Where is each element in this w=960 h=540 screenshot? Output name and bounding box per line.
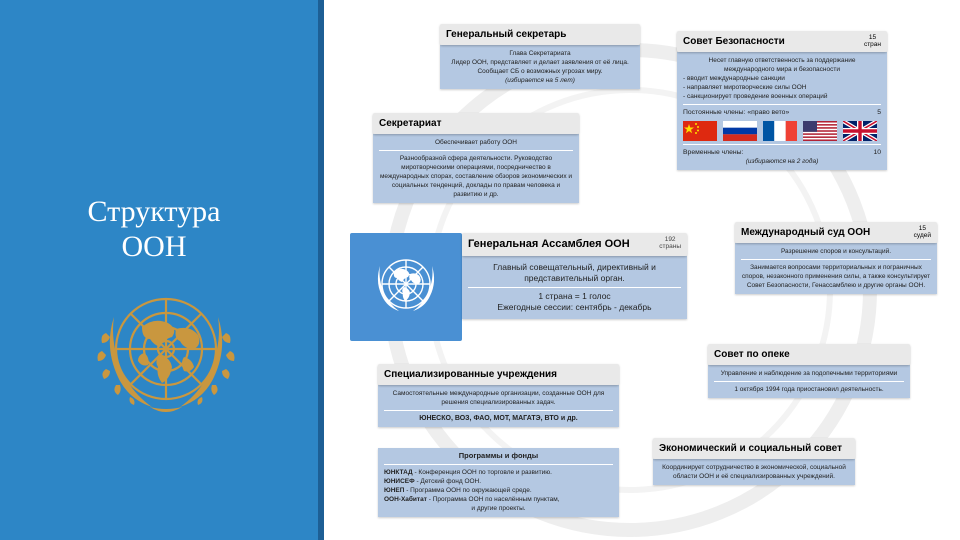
specialized-agencies-card [378, 364, 619, 427]
card-title: Совет по опеке [708, 344, 910, 365]
card-body [653, 459, 855, 485]
card-title: Программы и фонды [458, 451, 539, 460]
temporary-members-label: Временные члены: [683, 149, 744, 156]
member-count-badge: 15 судей [913, 225, 931, 239]
divider [683, 104, 881, 105]
program-name: ЮНИСЕФ [384, 478, 415, 485]
card-text: Занимается вопросами территориальных и пограничных споров, незаконного применения силы, а также консультирует Совет Безопасности, Генассамблею и другие органы ООН. [741, 264, 931, 289]
program-desc: - Детский фонд ООН. [414, 478, 482, 485]
card-title: Специализированные учреждения [378, 364, 619, 385]
flag-row [683, 121, 881, 141]
card-text: Несет главную ответственность за поддержание международного мира и безопасности [708, 57, 856, 73]
card-title: Экономический и социальный совет [653, 438, 855, 459]
card-text: Самостоятельные международные организации, созданные ООН для решения специализированных задач. [392, 390, 605, 406]
temporary-members-row [683, 148, 881, 157]
security-council-card [677, 31, 887, 170]
card-body [378, 385, 619, 427]
general-assembly-card [462, 233, 687, 319]
program-name: ООН-Хабитат [384, 496, 427, 503]
card-title: Генеральный секретарь [440, 24, 640, 45]
card-text: Координирует сотрудничество в экономической, социальной области ООН и её специализированных учреждений. [662, 464, 846, 480]
program-list [384, 468, 613, 504]
list-item [384, 477, 613, 486]
china-flag-icon [683, 121, 717, 141]
list-item: - вводит международные санкции [683, 75, 785, 82]
panel-divider [318, 0, 324, 540]
card-title-text: Международный суд ООН [741, 227, 871, 238]
left-panel [0, 0, 318, 540]
card-title: Секретариат [373, 113, 579, 134]
member-count-badge: 192 страны [659, 236, 681, 250]
divider [468, 287, 681, 288]
court-card [735, 222, 937, 294]
function-list [683, 74, 881, 101]
card-title [462, 233, 687, 256]
temporary-members-count: 10 [873, 149, 881, 156]
card-text: Обеспечивает работу ООН [434, 139, 518, 146]
un-emblem-icon [84, 283, 248, 431]
list-item [384, 486, 613, 495]
secretary-general-card [440, 24, 640, 89]
list-item [384, 495, 613, 504]
card-body [677, 52, 887, 170]
divider [379, 150, 573, 151]
trusteeship-card [708, 344, 910, 398]
program-desc: - Программа ООН по населённым пунктам, [426, 496, 560, 503]
permanent-members-count: 5 [877, 109, 881, 116]
card-text: 1 октября 1994 года приостановил деятельность. [734, 386, 884, 393]
divider [384, 464, 613, 465]
divider [683, 144, 881, 145]
card-body [373, 134, 579, 203]
program-desc: - Конференция ООН по торговле и развитию. [412, 469, 552, 476]
card-title-text: Совет Безопасности [683, 36, 785, 47]
card-text: Ежегодные сессии: сентябрь - декабрь [497, 302, 652, 312]
card-body [708, 365, 910, 398]
card-text: 1 страна = 1 голос [538, 291, 611, 301]
card-title [735, 222, 937, 243]
program-name: ЮНЕП [384, 487, 405, 494]
ecosoc-card [653, 438, 855, 485]
card-note: (избирается на 5 лет) [505, 77, 575, 84]
card-body [735, 243, 937, 294]
divider [384, 410, 613, 411]
general-assembly-logo [350, 233, 462, 341]
divider [714, 381, 904, 382]
list-item: - направляет миротворческие силы ООН [683, 84, 807, 91]
card-text: Разнообразной сфера деятельности. Руководство миротворческими операциями, посредничество в международных спорах, составление обзоров экономических и социальных тенденций, доклады по правам человека и развитию и др. [379, 155, 573, 198]
uk-flag-icon [843, 121, 877, 141]
card-note: (избираются на 2 года) [745, 158, 819, 165]
card-title-text: Генеральная Ассамблея ООН [468, 238, 630, 250]
card-text: Разрешение споров и консультаций. [780, 248, 892, 255]
programs-card [378, 448, 619, 517]
program-name: ЮНКТАД [384, 469, 413, 476]
un-logo-icon [366, 250, 446, 324]
un-structure-diagram [345, 0, 960, 540]
card-body [378, 448, 619, 517]
slide-title: Структура ООН [87, 195, 221, 263]
card-body [440, 45, 640, 89]
card-text: Глава Секретариата [509, 50, 571, 57]
permanent-members-row [683, 108, 881, 117]
russia-flag-icon [723, 121, 757, 141]
card-text: Лидер ООН, представляет и делает заявления от её лица. Сообщает СБ о возможных угрозах миру. [451, 59, 629, 75]
program-desc: - Программа ООН по окружающей среде. [404, 487, 532, 494]
card-text: Главный совещательный, директивный и представительный орган. [493, 262, 656, 283]
list-item: - санкционирует проведение военных операций [683, 93, 828, 100]
france-flag-icon [763, 121, 797, 141]
member-count-badge: 15 стран [863, 34, 881, 48]
card-text: и другие проекты. [471, 505, 526, 512]
divider [741, 259, 931, 260]
list-item [384, 468, 613, 477]
agency-list: ЮНЕСКО, ВОЗ, ФАО, МОТ, МАГАТЭ, ВТО и др. [419, 415, 578, 422]
card-body [462, 256, 687, 319]
card-title [677, 31, 887, 52]
permanent-members-label: Постоянные члены: «право вето» [683, 109, 790, 116]
usa-flag-icon [803, 121, 837, 141]
card-text: Управление и наблюдение за подопечными территориями [720, 370, 898, 377]
secretariat-card [373, 113, 579, 203]
